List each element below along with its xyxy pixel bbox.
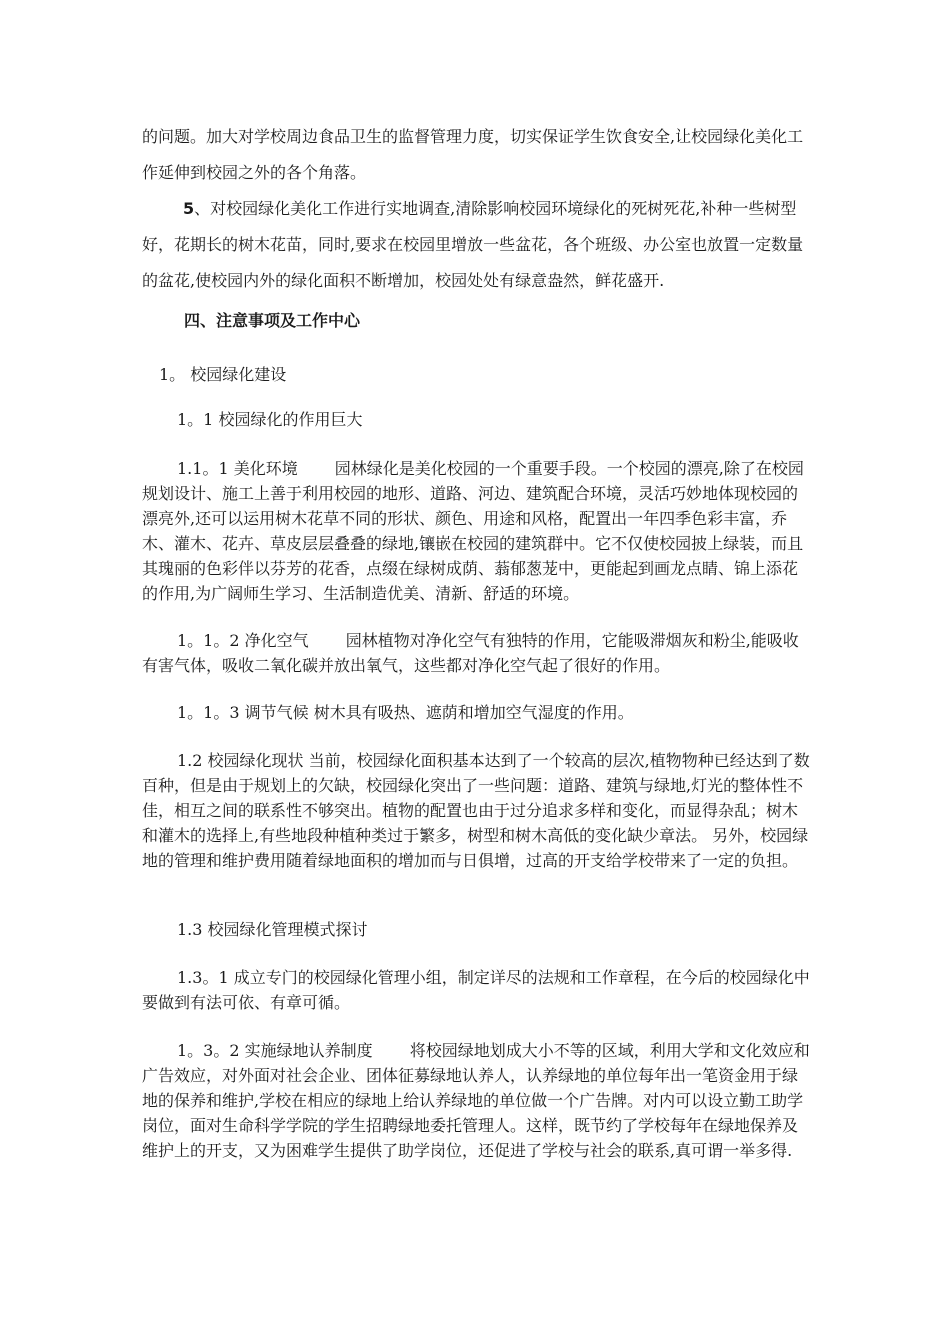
paragraph-food-safety: 的问题。加大对学校周边食品卫生的监督管理力度，切实保证学生饮食安全,让校园绿化美化工作延伸到校园之外的各个角落。 bbox=[142, 127, 804, 182]
paragraph-1-1-2-purify: 1。1。2 净化空气 园林植物对净化空气有独特的作用，它能吸滞烟灰和粉尘,能吸收有害气体，吸收二氧化碳并放出氧气，这些都对净化空气起了很好的作用。 bbox=[142, 631, 799, 675]
paragraph-item-5-text: 、对校园绿化美化工作进行实地调查,清除影响校园环境绿化的死树死花,补种一些树型好，花期长的树木花苗，同时,要求在校园里增放一些盆花，各个班级、办公室也放置一定数量的盆花,使校园内外的绿化面积不断增加，校园处处有绿意盎然，鲜花盛开. bbox=[142, 199, 804, 290]
paragraph-1-1-3-climate: 1。1。3 调节气候 树木具有吸热、遮荫和增加空气湿度的作用。 bbox=[177, 703, 634, 722]
paragraph-item-5 bbox=[142, 191, 812, 299]
paragraph-1-2-status: 1.2 校园绿化现状 当前，校园绿化面积基本达到了一个较高的层次,植物物种已经达到了数百种，但是由于规划上的欠缺，校园绿化突出了一些问题：道路、建筑与绿地,灯光的整体性不佳，相互之间的联系性不够突出。植物的配置也由于过分追求多样和变化，而显得杂乱；树木和灌木的选择上,有些地段种植种类过于繁多，树型和树木高低的变化缺少章法。 另外，校园绿地的管理和维护费用随着绿地面积的增加而与日俱增，过高的开支给学校带来了一定的负担。 bbox=[142, 751, 810, 870]
section-heading-4: 四、注意事项及工作中心 bbox=[184, 311, 361, 330]
paragraph-1-3-1-group: 1.3。1 成立专门的校园绿化管理小组，制定详尽的法规和工作章程，在今后的校园绿化中要做到有法可依、有章可循。 bbox=[142, 968, 810, 1012]
item-number: 5 bbox=[183, 199, 195, 218]
heading-1-campus-greening: 1。 校园绿化建设 bbox=[159, 365, 287, 384]
paragraph-1-3-2-adoption: 1。3。2 实施绿地认养制度 将校园绿地划成大小不等的区域，利用大学和文化效应和广告效应，对外面对社会企业、团体征募绿地认养人，认养绿地的单位每年出一笔资金用于绿地的保养和维护,学校在相应的绿地上给认养绿地的单位做一个广告牌。对内可以设立勤工助学岗位，面对生命科学学院的学生招聘绿地委托管理人。这样，既节约了学校每年在绿地保养及维护上的开支，又为困难学生提供了助学岗位，还促进了学校与社会的联系,真可谓一举多得. bbox=[142, 1041, 810, 1160]
paragraph-1-1-1-beautify: 1.1。1 美化环境 园林绿化是美化校园的一个重要手段。一个校园的漂亮,除了在校园规划设计、施工上善于利用校园的地形、道路、河边、建筑配合环境，灵活巧妙地体现校园的漂亮外,还可以运用树木花草不同的形状、颜色、用途和风格，配置出一年四季色彩丰富，乔木、灌木、花卉、草皮层层叠叠的绿地,镶嵌在校园的建筑群中。它不仅使校园披上绿装，而且其瑰丽的色彩伴以芬芳的花香，点缀在绿树成荫、蓊郁葱茏中，更能起到画龙点睛、锦上添花的作用,为广阔师生学习、生活制造优美、清新、舒适的环境。 bbox=[142, 459, 804, 603]
heading-1-3-management: 1.3 校园绿化管理模式探讨 bbox=[177, 920, 368, 939]
heading-1-1-role: 1。1 校园绿化的作用巨大 bbox=[177, 410, 363, 429]
